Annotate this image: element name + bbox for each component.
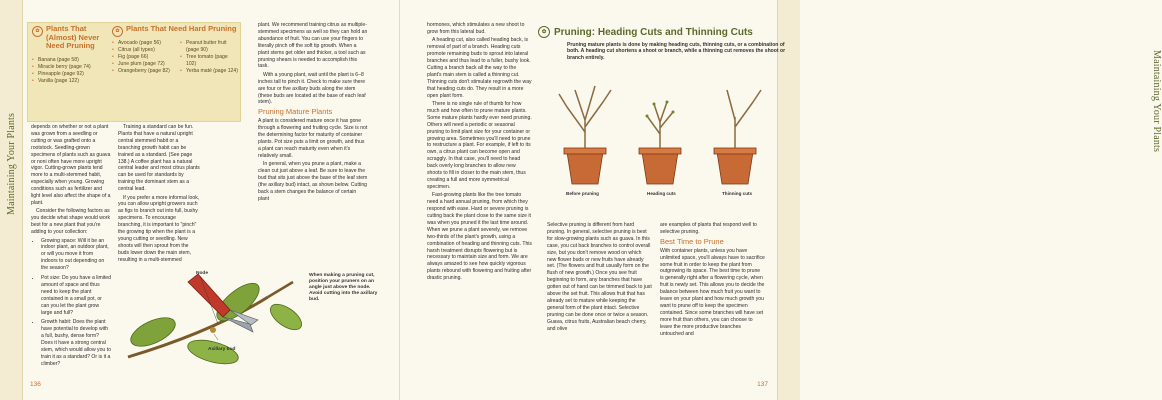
list-item: • Growth habit: Does the plant have potential to develop with a full, bushy, dense form? Does it have a strong central stem, which would allow you to train it as a standard? Or is it a climber? [41,319,111,367]
box-title-never-text: Plants That (Almost) Never Need Pruning [46,24,100,50]
leaf-icon: ✿ [32,26,43,37]
leaf-icon: ✿ [112,26,123,37]
before-pruning-label: Before pruning [566,191,599,196]
pruner-handle-shape [188,274,230,317]
paragraph: A plant is considered mature once it has gone through a flowering and fruiting cycle. Size is not the determining factor for maturity of container plants. Pot size puts a limit on growth, and thus a plant can reach maturity even when it's relatively small. [258,118,368,159]
hard-prune-column [112,25,238,75]
paragraph: If you prefer a more informal look, you can allow upright growers such as figs to branch out into full, bushy specimens. To encourage branching, it is important to "pinch" the growing tip when the plant is a young cutting or seedling. New shoots will then sprout from the buds lower down the main stem, resulting in a multi-stemmed [118,194,200,263]
list-item: • Pot size: Do you have a limited amount of space and thus need to keep the plant contained in a small pot, or can you let the plant grow large and full? [41,275,111,316]
page-number: 137 [757,381,768,388]
list-item: • Tree tomato (page 102) [180,54,228,67]
thinning-cuts-label: Thinning cuts [722,191,753,196]
paragraph: There is no single rule of thumb for how much and how often to prune mature plants. Some mature plants hardly ever need pruning. Others will need a periodic or seasonal pruning to limit plant size for your container or growing area. Sometimes you'll need to prune to restructure a plant. For example, if left to its own, a citrus plant can become open and scraggly. In that case, you'll need to head back overly long branches to allow new shoots to fill in closer to the main stem, thus creating a full and more symmetrical specimen. [427,100,532,190]
list-item: • Pineapple (page 92) [32,70,84,77]
pruning-needs-box [27,22,241,122]
list-item: • Yerba maté (page 124) [180,68,238,74]
box-title-hard [112,25,238,37]
list-item: • June plum (page 72) [112,61,165,67]
leaf-shape [266,299,306,334]
hard-prune-list-b [180,40,238,75]
hard-prune-list-a [112,40,176,75]
axillary-bud-label: Axillary bud [208,347,236,352]
box-title-hard-text: Plants That Need Hard Pruning [126,24,237,33]
list-item: • Banana (page 58) [32,56,79,63]
leaf-shape [185,336,240,369]
bud-leader-line [214,334,218,340]
stem-tip-shape [268,282,293,297]
list-item: • Miracle berry (page 74) [32,63,91,70]
thinning-cuts-pot [714,90,761,184]
heading-cuts-pot [639,101,681,185]
left-column-2 [118,124,200,265]
paragraph: Selective pruning is different from hard pruning. In general, selective pruning is best for slow-growing plants such as guava. In this case, you cut back branches to control overall size, but you don't remove wood on which new flower buds or new fruits have already set. (The flowers and fruit usually form on the flush of new growth.) Once you see fruit beginning to form, any branches that have gotten out of hand can be trimmed back to just above the set fruit. This allows fruit that has already set to mature while keeping the general form of the plant intact. Selective pruning can be done once or twice a season. Guava, citrus fruits, Australian beach cherry, and olive [547,222,652,332]
running-title: Maintaining Your Plants [1151,50,1162,153]
paragraph: are examples of plants that respond well to selective pruning. [660,222,757,235]
axillary-bud-shape [210,327,216,333]
leaf-shape [127,312,180,352]
section-heading: Best Time to Prune [660,236,724,246]
list-item: • Fig (page 66) [112,54,149,60]
pruning-box-caption: Pruning mature plants is done by making heading cuts, thinning cuts, or a combination of both. A heading cut shortens a shoot or branch, while a thinning cut removes the shoot or branch entirely. [567,42,786,61]
list-item: • Orangeberry (page 82) [112,68,170,74]
list-item: • Peanut butter fruit (page 90) [180,40,227,53]
never-prune-list [32,57,107,85]
paragraph: In general, when you prune a plant, make a clean cut just above a leaf. Be sure to leave the bud that sits just above the base of the leaf stem (the axillary bud) intact, as shown below. Cutting back a stem changes the balance of certain plant [258,161,368,202]
list-item: • Avocado (page 56) [112,40,161,46]
running-title: Maintaining Your Plants [6,112,17,215]
list-item: • Vanilla (page 122) [32,77,79,84]
paragraph: Fast-growing plants like the tree tomato need a hard annual pruning, from which they respond with ease. Hard or severe pruning is cutting back the plant close to the same size it was when you pruned it the last time around. When we prune a plant severely, we remove two-thirds of the plant's growth, using a combination of heading and thinning cuts. This harsh treatment disrupts flowering but is necessary to maintain size and form. We are always amazed to see how quickly vigorous plants rebound with flowering and fruiting after drastic pruning. [427,192,532,282]
right-column-2 [547,222,652,334]
illustration-caption: When making a pruning cut, position your pruners on an angle just above the node. Avoid cutting into the axillary bud. [309,273,378,302]
page-number: 136 [30,381,41,388]
list-item: • Citrus (all types) [112,47,155,53]
before-pruning-pot [559,86,611,184]
pruning-cut-illustration [118,262,308,372]
left-column-3 [258,22,368,204]
paragraph: plant. We recommend training citrus as multiple-stemmed specimens as well so they can hold an abundance of fruit. You can use your fingers to literally pinch off the soft tip growth. When a plant stems get older and thicker, a tool such as pruning shears is needed to accomplish this task. [258,22,368,70]
right-column-3 [660,222,765,339]
right-column-1 [427,22,532,284]
paragraph: Consider the following factors as you decide what shape would work best for a new plant that you're adding to your collection: [31,208,111,236]
pruning-types-illustration [545,72,770,197]
paragraph: With a young plant, wait until the plant is 6–8 inches tall to pinch it. Check to make sure there are four or five axillary buds along the stem (these buds are located at the base of each leaf stem). [258,71,366,106]
never-prune-column [32,25,107,85]
node-label: Node [196,271,208,276]
paragraph: A heading cut, also called heading back, is removal of part of a branch. Heading cuts promote remaining buds to sprout into lateral branches and thus lead to a fuller, bushy look. Cutting a branch back all the way to the plant's main stem is called a thinning cut. Thinning cuts don't stimulate regrowth the way that heading cuts do. They result in a more open plant form. [427,37,532,99]
leaf-icon: ✿ [538,26,550,38]
paragraph: depends on whether or not a plant was grown from a seedling or cutting or was grafted onto a rootstock. Seedling-grown specimens of plants such as guava or noni often have more upright vigor. Cutting-grown plants tend more to a multi-stemmed habit, especially when young. Growing conditions such as fertilizer and light level also affect the shape of a plant. [31,124,111,206]
left-page [0,0,400,400]
pruning-box-title-text: Pruning: Heading Cuts and Thinning Cuts [554,26,753,38]
section-heading: Pruning Mature Plants [258,107,333,117]
left-sidebar [0,0,23,400]
pruning-box-title [538,26,753,38]
heading-cuts-label: Heading cuts [647,191,676,196]
factor-list [31,238,111,368]
paragraph: hormones, which stimulates a new shoot to grow from this lateral bud. [427,22,525,35]
left-column-1 [31,124,111,371]
box-title-never [32,25,107,51]
list-item: • Growing space: Will it be an indoor plant, an outdoor plant, or will you move it from indoors to out depending on the season? [41,238,111,273]
paragraph: With container plants, unless you have unlimited space, you'll always have to sacrifice some fruit in order to keep the plant from outgrowing its space. The best time to prune is generally right after a flowering cycle, when fruit is newly set. This allows you to decide the balance between how much fruit you want to leave on your plant and how much growth you want to prune off to keep the specimen contained. Since some branches will have set more fruit than others, you can choose to leave the more productive branches untouched and [660,247,765,337]
paragraph: Training a standard can be fun. Plants that have a natural upright central stemmed habit or a branching growth habit can be trained as a standard. (See page 138.) A coffee plant has a natural central leader and most citrus plants can be used for standards by training the dominant stem as a central lead. [118,124,200,193]
